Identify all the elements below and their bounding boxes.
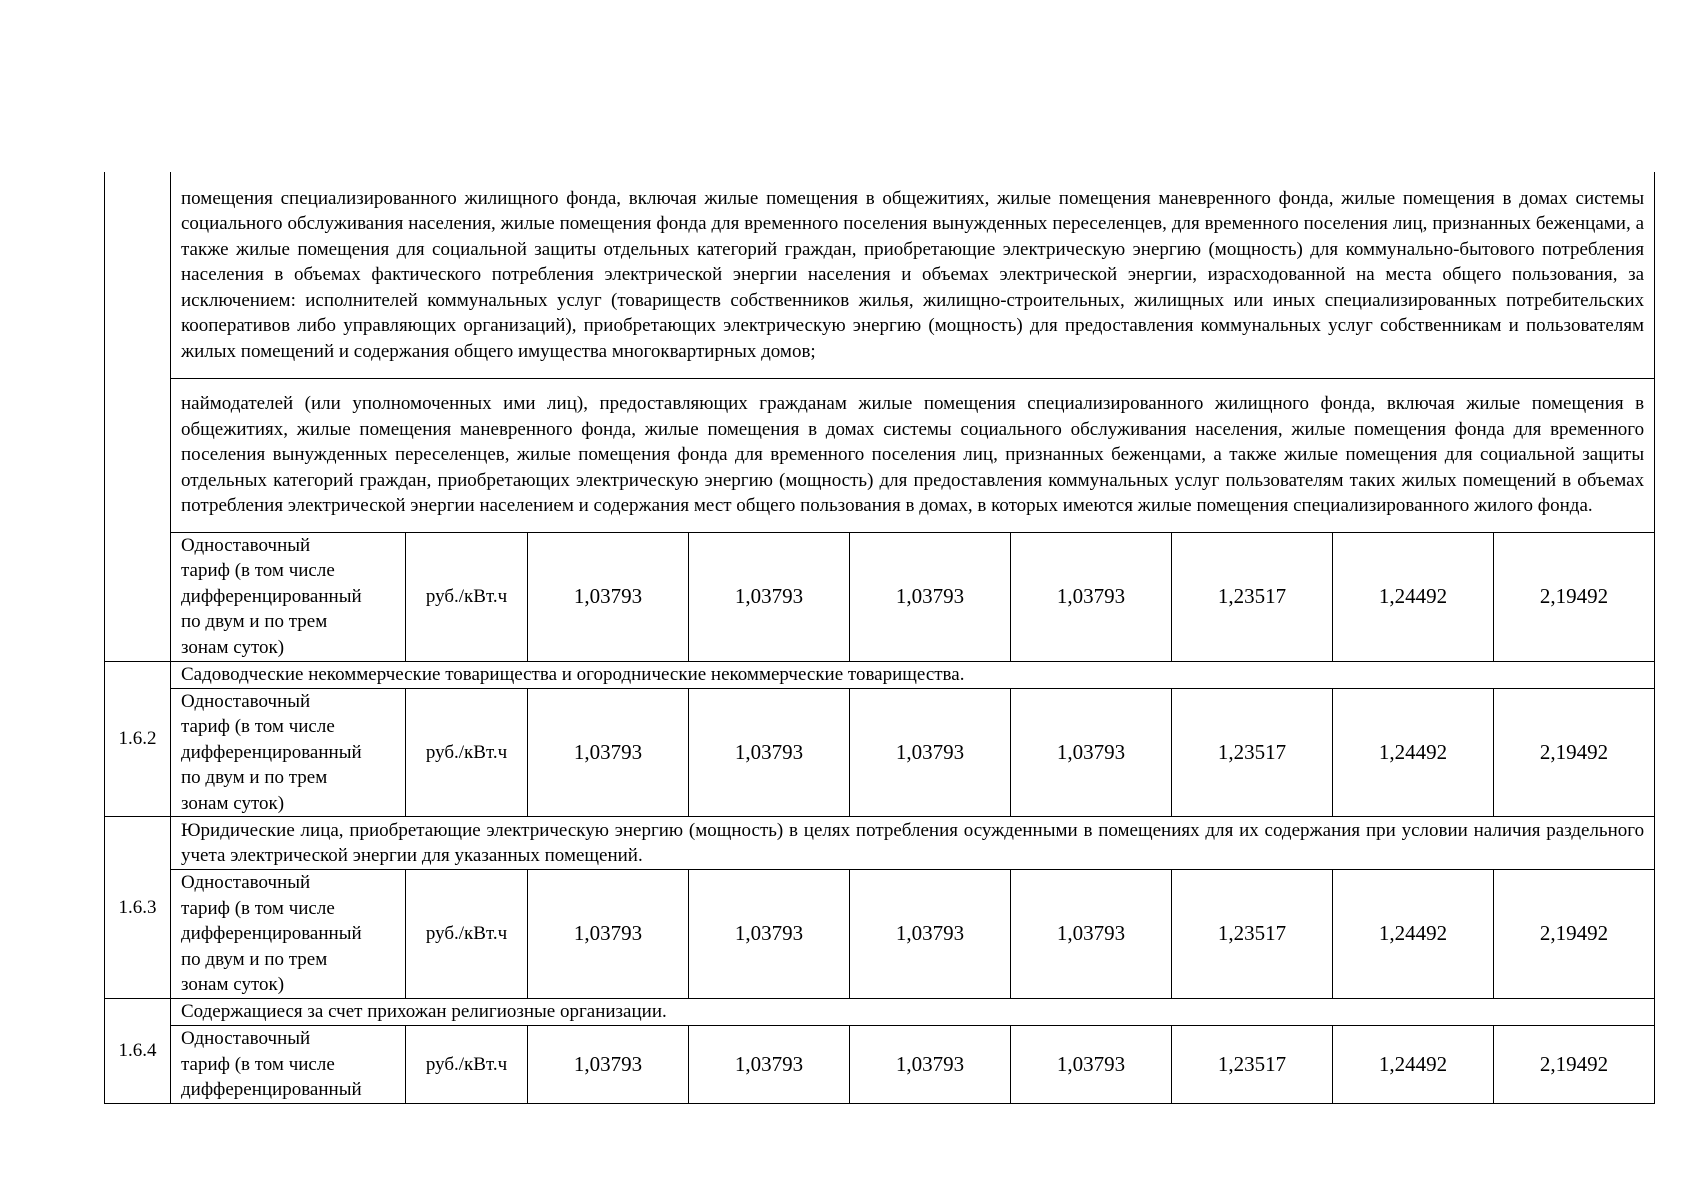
table-row bbox=[105, 378, 1655, 532]
value-cell: 2,19492 bbox=[1494, 1026, 1655, 1104]
value-cell: 1,23517 bbox=[1172, 532, 1333, 661]
value-cell: 1,03793 bbox=[689, 870, 850, 999]
category-cell: Юридические лица, приобретающие электрическую энергию (мощность) в целях потребления осужденными в помещениях для их содержания при условии наличия раздельного учета электрической энергии для указанных помещений. bbox=[171, 817, 1655, 870]
tariff-name-cell bbox=[171, 1026, 406, 1104]
tariff-name-line: тариф (в том числе bbox=[181, 560, 335, 581]
value-cell: 1,03793 bbox=[1011, 870, 1172, 999]
tariff-name-line: по двум и по трем bbox=[181, 611, 328, 632]
tariff-name-line: зонам суток) bbox=[181, 974, 285, 995]
table-row bbox=[105, 1026, 1655, 1104]
value-cell: 1,03793 bbox=[689, 1026, 850, 1104]
section-number-cell bbox=[105, 172, 171, 661]
tariff-name-line: по двум и по трем bbox=[181, 948, 328, 970]
category-cell: помещения специализированного жилищного фонда, включая жилые помещения в общежитиях, жилые помещения маневренного фонда, жилые помещения в домах системы социального обслуживания населения, жилые помещения фонда для временного поселения вынужденных переселенцев, для временного поселения лиц, признанных беженцами, а также жилые помещения для социальной защиты отдельных категорий граждан, приобретающие электрическую энергию (мощность) для коммунально-бытового потребления населения в объемах фактического потребления электрической энергии населения и объемах электрической энергии, израсходованной на места общего пользования, за исключением: исполнителей коммунальных услуг (товариществ собственников жилья, жилищно-строительных, жилищных или иных специализированных потребительских кооперативов либо управляющих организаций), приобретающих электрическую энергию (мощность) для предоставления коммунальных услуг собственникам и пользователям жилых помещений и содержания общего имущества многоквартирных домов; bbox=[171, 172, 1655, 378]
value-cell: 1,24492 bbox=[1333, 532, 1494, 661]
section-number-cell: 1.6.3 bbox=[105, 817, 171, 999]
unit-cell: руб./кВт.ч bbox=[406, 532, 528, 661]
value-cell: 1,03793 bbox=[1011, 688, 1172, 817]
table-body bbox=[105, 172, 1655, 1103]
tariff-name-line: Одноставочный bbox=[181, 872, 311, 893]
value-cell: 1,23517 bbox=[1172, 1026, 1333, 1104]
value-cell: 1,03793 bbox=[850, 1026, 1011, 1104]
value-cell: 1,03793 bbox=[1011, 1026, 1172, 1104]
value-cell: 1,03793 bbox=[528, 1026, 689, 1104]
tariff-name-line: дифференцированный bbox=[181, 923, 362, 944]
tariff-table bbox=[104, 172, 1655, 1104]
section-number-cell: 1.6.2 bbox=[105, 661, 171, 817]
unit-cell: руб./кВт.ч bbox=[406, 688, 528, 817]
tariff-name-line: тариф (в том числе bbox=[181, 716, 335, 737]
table-row bbox=[105, 870, 1655, 999]
tariff-name-line: дифференцированный bbox=[181, 741, 362, 763]
value-cell: 1,03793 bbox=[1011, 532, 1172, 661]
section-number-cell: 1.6.4 bbox=[105, 999, 171, 1104]
value-cell: 1,03793 bbox=[689, 688, 850, 817]
category-cell: Содержащиеся за счет прихожан религиозные организации. bbox=[171, 999, 1655, 1026]
value-cell: 1,24492 bbox=[1333, 688, 1494, 817]
value-cell: 2,19492 bbox=[1494, 532, 1655, 661]
value-cell: 1,03793 bbox=[850, 688, 1011, 817]
value-cell: 1,03793 bbox=[689, 532, 850, 661]
value-cell: 1,03793 bbox=[850, 870, 1011, 999]
value-cell: 1,03793 bbox=[850, 532, 1011, 661]
tariff-name-cell bbox=[171, 532, 406, 661]
tariff-name-line: Одноставочный bbox=[181, 1028, 311, 1049]
category-cell: Садоводческие некоммерческие товарищества и огороднические некоммерческие товарищества. bbox=[171, 661, 1655, 688]
tariff-name-line: зонам суток) bbox=[181, 636, 285, 658]
value-cell: 1,03793 bbox=[528, 688, 689, 817]
unit-cell: руб./кВт.ч bbox=[406, 870, 528, 999]
value-cell: 1,03793 bbox=[528, 532, 689, 661]
value-cell: 2,19492 bbox=[1494, 870, 1655, 999]
table-row bbox=[105, 999, 1655, 1026]
tariff-name-line: Одноставочный bbox=[181, 690, 311, 712]
tariff-name-line: тариф (в том числе bbox=[181, 897, 335, 919]
value-cell: 2,19492 bbox=[1494, 688, 1655, 817]
tariff-name-line: дифференцированный bbox=[181, 1079, 362, 1100]
tariff-name-cell bbox=[171, 688, 406, 817]
value-cell: 1,03793 bbox=[528, 870, 689, 999]
table-row bbox=[105, 532, 1655, 661]
tariff-name-line: зонам суток) bbox=[181, 792, 285, 814]
value-cell: 1,23517 bbox=[1172, 870, 1333, 999]
table-row bbox=[105, 172, 1655, 378]
value-cell: 1,23517 bbox=[1172, 688, 1333, 817]
tariff-name-line: Одноставочный bbox=[181, 534, 311, 556]
unit-cell: руб./кВт.ч bbox=[406, 1026, 528, 1104]
tariff-name-line: дифференцированный bbox=[181, 585, 362, 607]
category-cell: наймодателей (или уполномоченных ими лиц), предоставляющих гражданам жилые помещения специализированного жилищного фонда, включая жилые помещения в общежитиях, жилые помещения маневренного фонда, жилые помещения в домах системы социального обслуживания населения, жилые помещения фонда для временного поселения вынужденных переселенцев, жилые помещения фонда для временного поселения лиц, признанных беженцами, а также жилые помещения для социальной защиты отдельных категорий граждан, приобретающих электрическую энергию (мощность) для предоставления коммунальных услуг пользователям таких жилых помещений в объемах потребления электрической энергии населением и содержания мест общего пользования в домах, в которых имеются жилые помещения специализированного жилого фонда. bbox=[171, 378, 1655, 532]
table-row bbox=[105, 688, 1655, 817]
tariff-name-line: по двум и по трем bbox=[181, 767, 328, 788]
value-cell: 1,24492 bbox=[1333, 1026, 1494, 1104]
tariff-name-cell bbox=[171, 870, 406, 999]
table-row bbox=[105, 817, 1655, 870]
tariff-name-line: тариф (в том числе bbox=[181, 1053, 335, 1075]
value-cell: 1,24492 bbox=[1333, 870, 1494, 999]
table-row bbox=[105, 661, 1655, 688]
